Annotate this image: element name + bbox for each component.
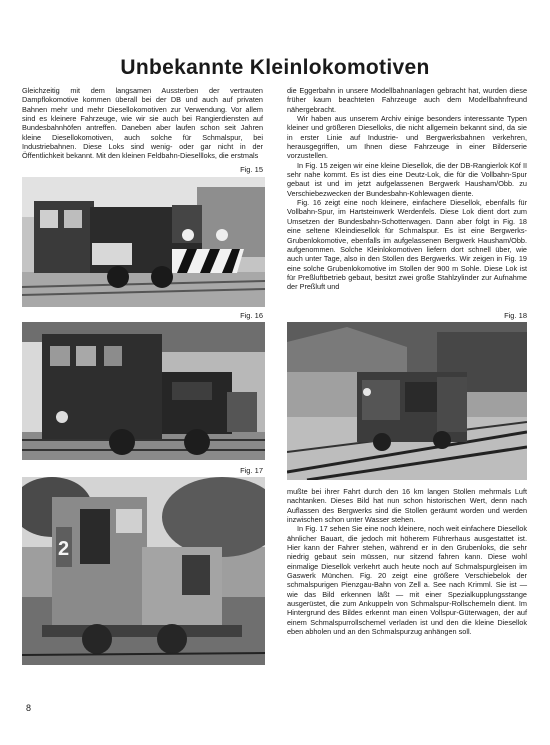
locomotive-number: 2 [58, 538, 70, 560]
paragraph: Fig. 16 zeigt eine noch kleinere, einfachere Diesellok, ebenfalls für Vollbahn-Spur, im Hartsteinwerk Werdenfels. Diese Lok dient dort zum Umsetzen der Bundesbahn-Schotterwagen. Dann aber folgt in Fig. 18 eine seltene Kleindiesellok für Schmalspur. Es ist eine Bergwerks-Grubenlokomotive, ebenfalls im aufgelassenen Bergwerk Hausham/Obb. aufgenommen. Solche Kleinlokomotiven liefern dort schnell über, wie auch unter Tage, also in den Stollen des Bergwerks. Wir zeigen in Fig. 19 eine solche Grubenlokomotive im Stollen der 900 m Sohle. Diese Lok ist für Preßluftbetrieb gebaut, besitzt zwei große Stahlzylinder zur Aufnahme der Preßluft und [287, 198, 527, 292]
right-column-text-top [287, 86, 527, 292]
paragraph: In Fig. 17 sehen Sie eine noch kleinere, noch weit einfachere Diesellok ähnlicher Bauart, die jedoch mit höherem Führerhaus ausgestattet ist. Hier kann der Fahrer stehen, während er in den Grubenloks, die sehr niedrig gebaut sein müssen, nur sitzend fahren kann. Diese wohl einmalige Diesellok verkehrt auch heute noch auf Schmalspurgleisen im Gaswerk München. Fig. 20 zeigt eine größere Verschiebelok der schmalspurigen Pienzgau-Bahn von Zell a. See nach Krimml. Sie ist — wie das Bild erkennen läßt — mit einer Spezialkupplungsstange ausgerüstet, die zum Ankuppeln von Schmalspur-Rollschemeln dient. Im Hintergrund des Bildes erkennt man einen Vollspur-Güterwagen, der auf einem Schmalspurrollschemel verladen ist und den die kleine Diesellok eben abholen und an den Schmalspurzug anhängen soll. [287, 524, 527, 637]
photo-fig15-diesel-locomotive [22, 177, 265, 307]
photo-fig17-narrow-gauge-locomotive [22, 477, 265, 665]
paragraph: Wir haben aus unserem Archiv einige besonders interessante Typen kleiner und größeren Dieselloks, die nicht allgemein bekannt sind, da sie in erster Linie auf Industrie- und Bergwerksbahnen verkehren, herausgegriffen, um Ihnen diese Fahrzeuge in einer Bilderserie vorzustellen. [287, 114, 527, 161]
left-column-text [22, 86, 263, 161]
paragraph: die Eggerbahn in unsere Modellbahnanlagen gebracht hat, wurden diese früher kaum beachteten Fahrzeuge auch dem Modellbahnfreund nähergebracht. [287, 86, 527, 114]
photo-fig18-mine-locomotive [287, 322, 527, 480]
right-column-text-bottom [287, 487, 527, 637]
caption-fig15: Fig. 15 [240, 165, 263, 174]
caption-fig16: Fig. 16 [240, 311, 263, 320]
paragraph: In Fig. 15 zeigen wir eine kleine Diesellok, die der DB-Rangierlok Köf II sehr nahe kommt. Es ist dies eine Deutz-Lok, die für die Vollbahn-Spur gebaut ist und im jetzt aufgelassenen Bergwerk Hausham/Obb. zu Verschiebezwecken der Bundesbahn-Kohlewagen diente. [287, 160, 527, 198]
photo-fig16-diesel-locomotive [22, 322, 265, 460]
paragraph: Gleichzeitig mit dem langsamen Aussterben der vertrauten Dampflokomotive kommen überall bei der DB und auch auf privaten Bahnen mehr und mehr Diesellokomotiven zur Verwendung. Vor allem sind es kleinere Fahrzeuge, wie wir sie auch bei Rangierdiensten auf Bundesbahnhöfen antreffen. Daneben aber laufen schon seit Jahren kleine Diesellokomotiven, auch solche für Schmalspur, bei Industriebahnen. Diese Loks sind wenig- oder gar nicht in der Öffentlichkeit bekannt. Mit den kleinen Feldbahn-Diesellloks, die erstmals [22, 86, 263, 161]
page-number: 8 [26, 703, 32, 713]
caption-fig17: Fig. 17 [240, 466, 263, 475]
page-title: Unbekannte Kleinlokomotiven [120, 56, 430, 79]
caption-fig18: Fig. 18 [504, 311, 527, 320]
paragraph: mußte bei ihrer Fahrt durch den 16 km langen Stollen mehrmals Luft nachtanken. Dieses Bild hat nun schon historischen Wert, denn nach Auflassen des Bergwerks sind die Stollen geräumt worden und werden inzwischen schon unter Wasser stehen. [287, 487, 527, 525]
